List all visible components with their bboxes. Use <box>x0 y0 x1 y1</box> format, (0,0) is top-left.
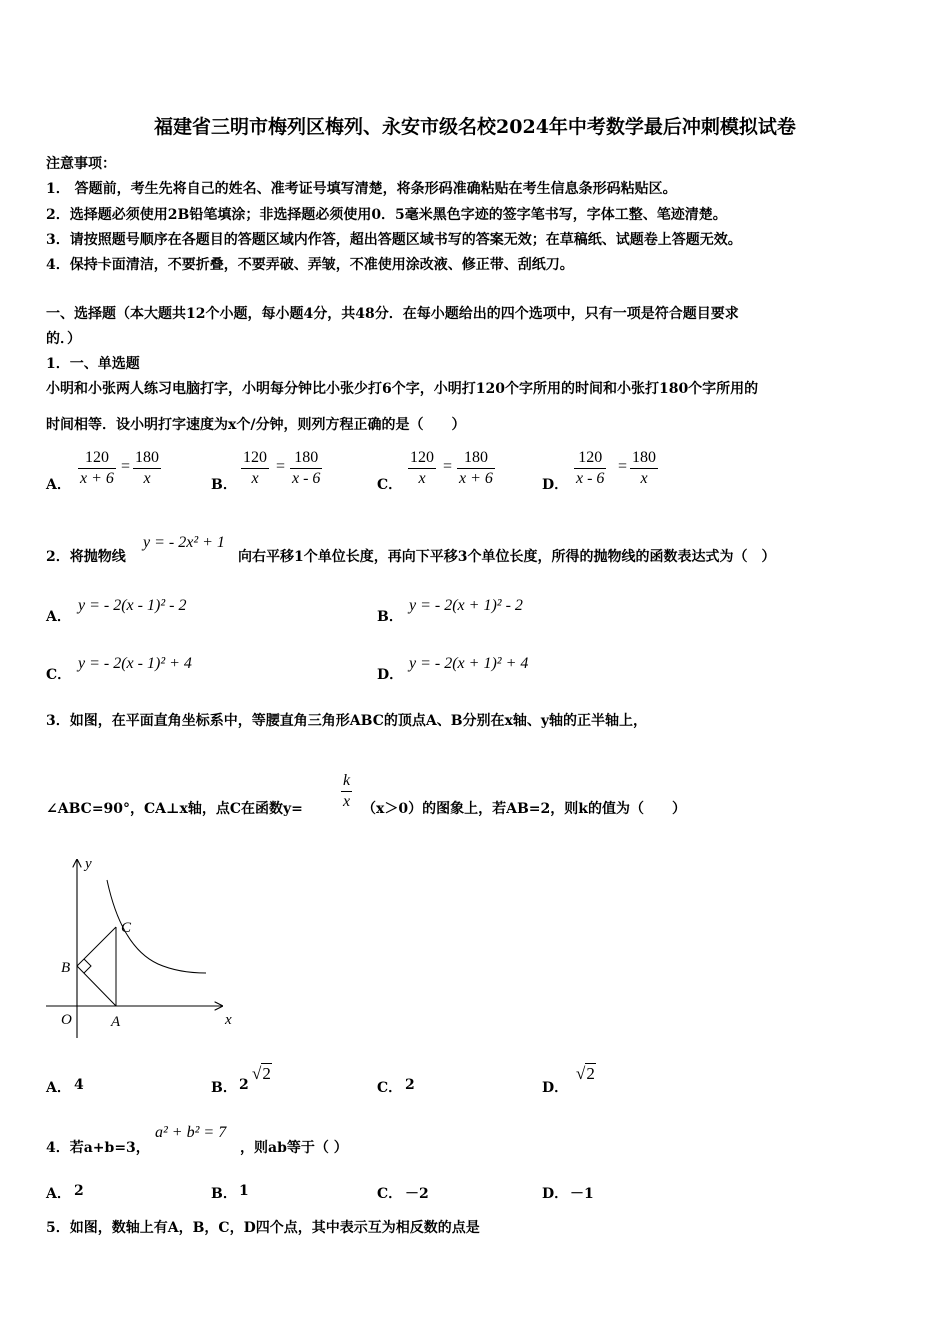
fraction-left: $\frac{120}{x + 6}$ <box>80 449 114 487</box>
section-heading: 一、选择题（本大题共12个小题，每小题4分，共48分．在每小题给出的四个选项中，只有一项是符合题目要求 <box>46 306 739 322</box>
q1-text: 小明和小张两人练习电脑打字，小明每分钟比小张少打6个字，小明打120个字所用的时间和小张打180个字所用的 <box>46 381 759 397</box>
option-label: C． <box>377 1080 403 1096</box>
fraction-left: $\frac{120}{x}$ <box>243 449 267 487</box>
option-expression: y = - 2(x + 1)² - 2 <box>409 597 523 614</box>
q3-text-a: ∠ABC=90°，CA⊥x轴，点C在函数y= <box>46 801 303 817</box>
option-label: D． <box>542 1186 569 1202</box>
option-value: 2 <box>74 1183 84 1199</box>
q3-fraction: $\frac{k}{x}$ <box>343 772 351 810</box>
option-label: D． <box>542 477 569 493</box>
q2-prefix: 2．将抛物线 <box>46 549 126 565</box>
option-expression: y = - 2(x - 1)² + 4 <box>78 655 192 672</box>
q3-text: 3．如图，在平面直角坐标系中，等腰直角三角形ABC的顶点A、B分别在x轴、y轴的正半轴上， <box>46 713 648 729</box>
q3-text-b: （x＞0）的图象上，若AB=2，则k的值为（ ） <box>362 801 686 817</box>
label-x: x <box>225 1012 232 1028</box>
q1-text-cont: 时间相等．设小明打字速度为x个/分钟，则列方程正确的是（ ） <box>46 417 466 433</box>
option-label: B． <box>211 477 237 493</box>
option-label: C． <box>377 1186 403 1202</box>
label-a: A <box>111 1014 121 1030</box>
label-c: C <box>121 920 132 936</box>
label-o: O <box>61 1012 72 1028</box>
option-value: 1 <box>239 1183 249 1199</box>
q2-formula: y = - 2x² + 1 <box>143 534 225 551</box>
q5-text: 5．如图，数轴上有A，B，C，D四个点，其中表示互为相反数的点是 <box>46 1220 480 1236</box>
label-y: y <box>85 856 92 872</box>
q1-label: 1．一、单选题 <box>46 356 140 372</box>
option-expression: y = - 2(x - 1)² - 2 <box>78 597 187 614</box>
option-label: B． <box>211 1080 237 1096</box>
sqrt-symbol: √ 2 <box>576 1064 596 1084</box>
option-value: 2 <box>239 1077 249 1093</box>
label-b: B <box>61 960 71 976</box>
option-label: A． <box>46 1186 71 1202</box>
option-label: A． <box>46 609 71 625</box>
fraction-left: $\frac{120}{x}$ <box>410 449 434 487</box>
option-value: 4 <box>74 1077 84 1093</box>
segment-bc <box>77 927 116 966</box>
option-label: B． <box>211 1186 237 1202</box>
option-value: －1 <box>570 1186 594 1202</box>
q4-formula: a² + b² = 7 <box>155 1124 227 1141</box>
notice-item: 3．请按照题号顺序在各题目的答题区域内作答，超出答题区域书写的答案无效；在草稿纸、试题卷上答题无效。 <box>46 232 742 248</box>
option-label: C． <box>46 667 72 683</box>
notice-item: 4．保持卡面清洁，不要折叠，不要弄破、弄皱，不准使用涂改液、修正带、刮纸刀。 <box>46 257 574 273</box>
option-label: D． <box>377 667 404 683</box>
notice-item: 2．选择题必须使用2B铅笔填涂；非选择题必须使用0．5毫米黑色字迹的签字笔书写，字体工整、笔迹清楚。 <box>46 207 727 223</box>
q2-suffix: 向右平移1个单位长度，再向下平移3个单位长度，所得的抛物线的函数表达式为（ ） <box>238 549 776 565</box>
option-value: －2 <box>405 1186 429 1202</box>
notice-heading: 注意事项： <box>46 156 116 172</box>
option-label: B． <box>377 609 403 625</box>
fraction-right: $\frac{180}{x - 6}$ <box>292 449 321 487</box>
q4-suffix: ，则ab等于（ ） <box>240 1140 348 1156</box>
notice-item: 1． 答题前，考生先将自己的姓名、准考证号填写清楚，将条形码准确粘贴在考生信息条形码粘贴区。 <box>46 181 677 197</box>
right-angle-mark <box>84 959 91 973</box>
option-expression: y = - 2(x + 1)² + 4 <box>409 655 529 672</box>
q3-figure <box>40 852 245 1042</box>
q4-prefix: 4．若a+b=3， <box>46 1140 150 1156</box>
fraction-right: $\frac{180}{x}$ <box>135 449 159 487</box>
option-label: D． <box>542 1080 569 1096</box>
sqrt-symbol: √ 2 <box>252 1064 272 1084</box>
page-title: 福建省三明市梅列区梅列、永安市级名校2024年中考数学最后冲刺模拟试卷 <box>154 116 796 138</box>
option-value: 2 <box>405 1077 415 1093</box>
option-label: A． <box>46 477 71 493</box>
section-heading-cont: 的．） <box>46 331 81 347</box>
segment-ba <box>77 966 116 1006</box>
option-label: C． <box>377 477 403 493</box>
fraction-right: $\frac{180}{x}$ <box>632 449 656 487</box>
fraction-left: $\frac{120}{x - 6}$ <box>576 449 605 487</box>
option-label: A． <box>46 1080 71 1096</box>
fraction-right: $\frac{180}{x + 6}$ <box>459 449 493 487</box>
